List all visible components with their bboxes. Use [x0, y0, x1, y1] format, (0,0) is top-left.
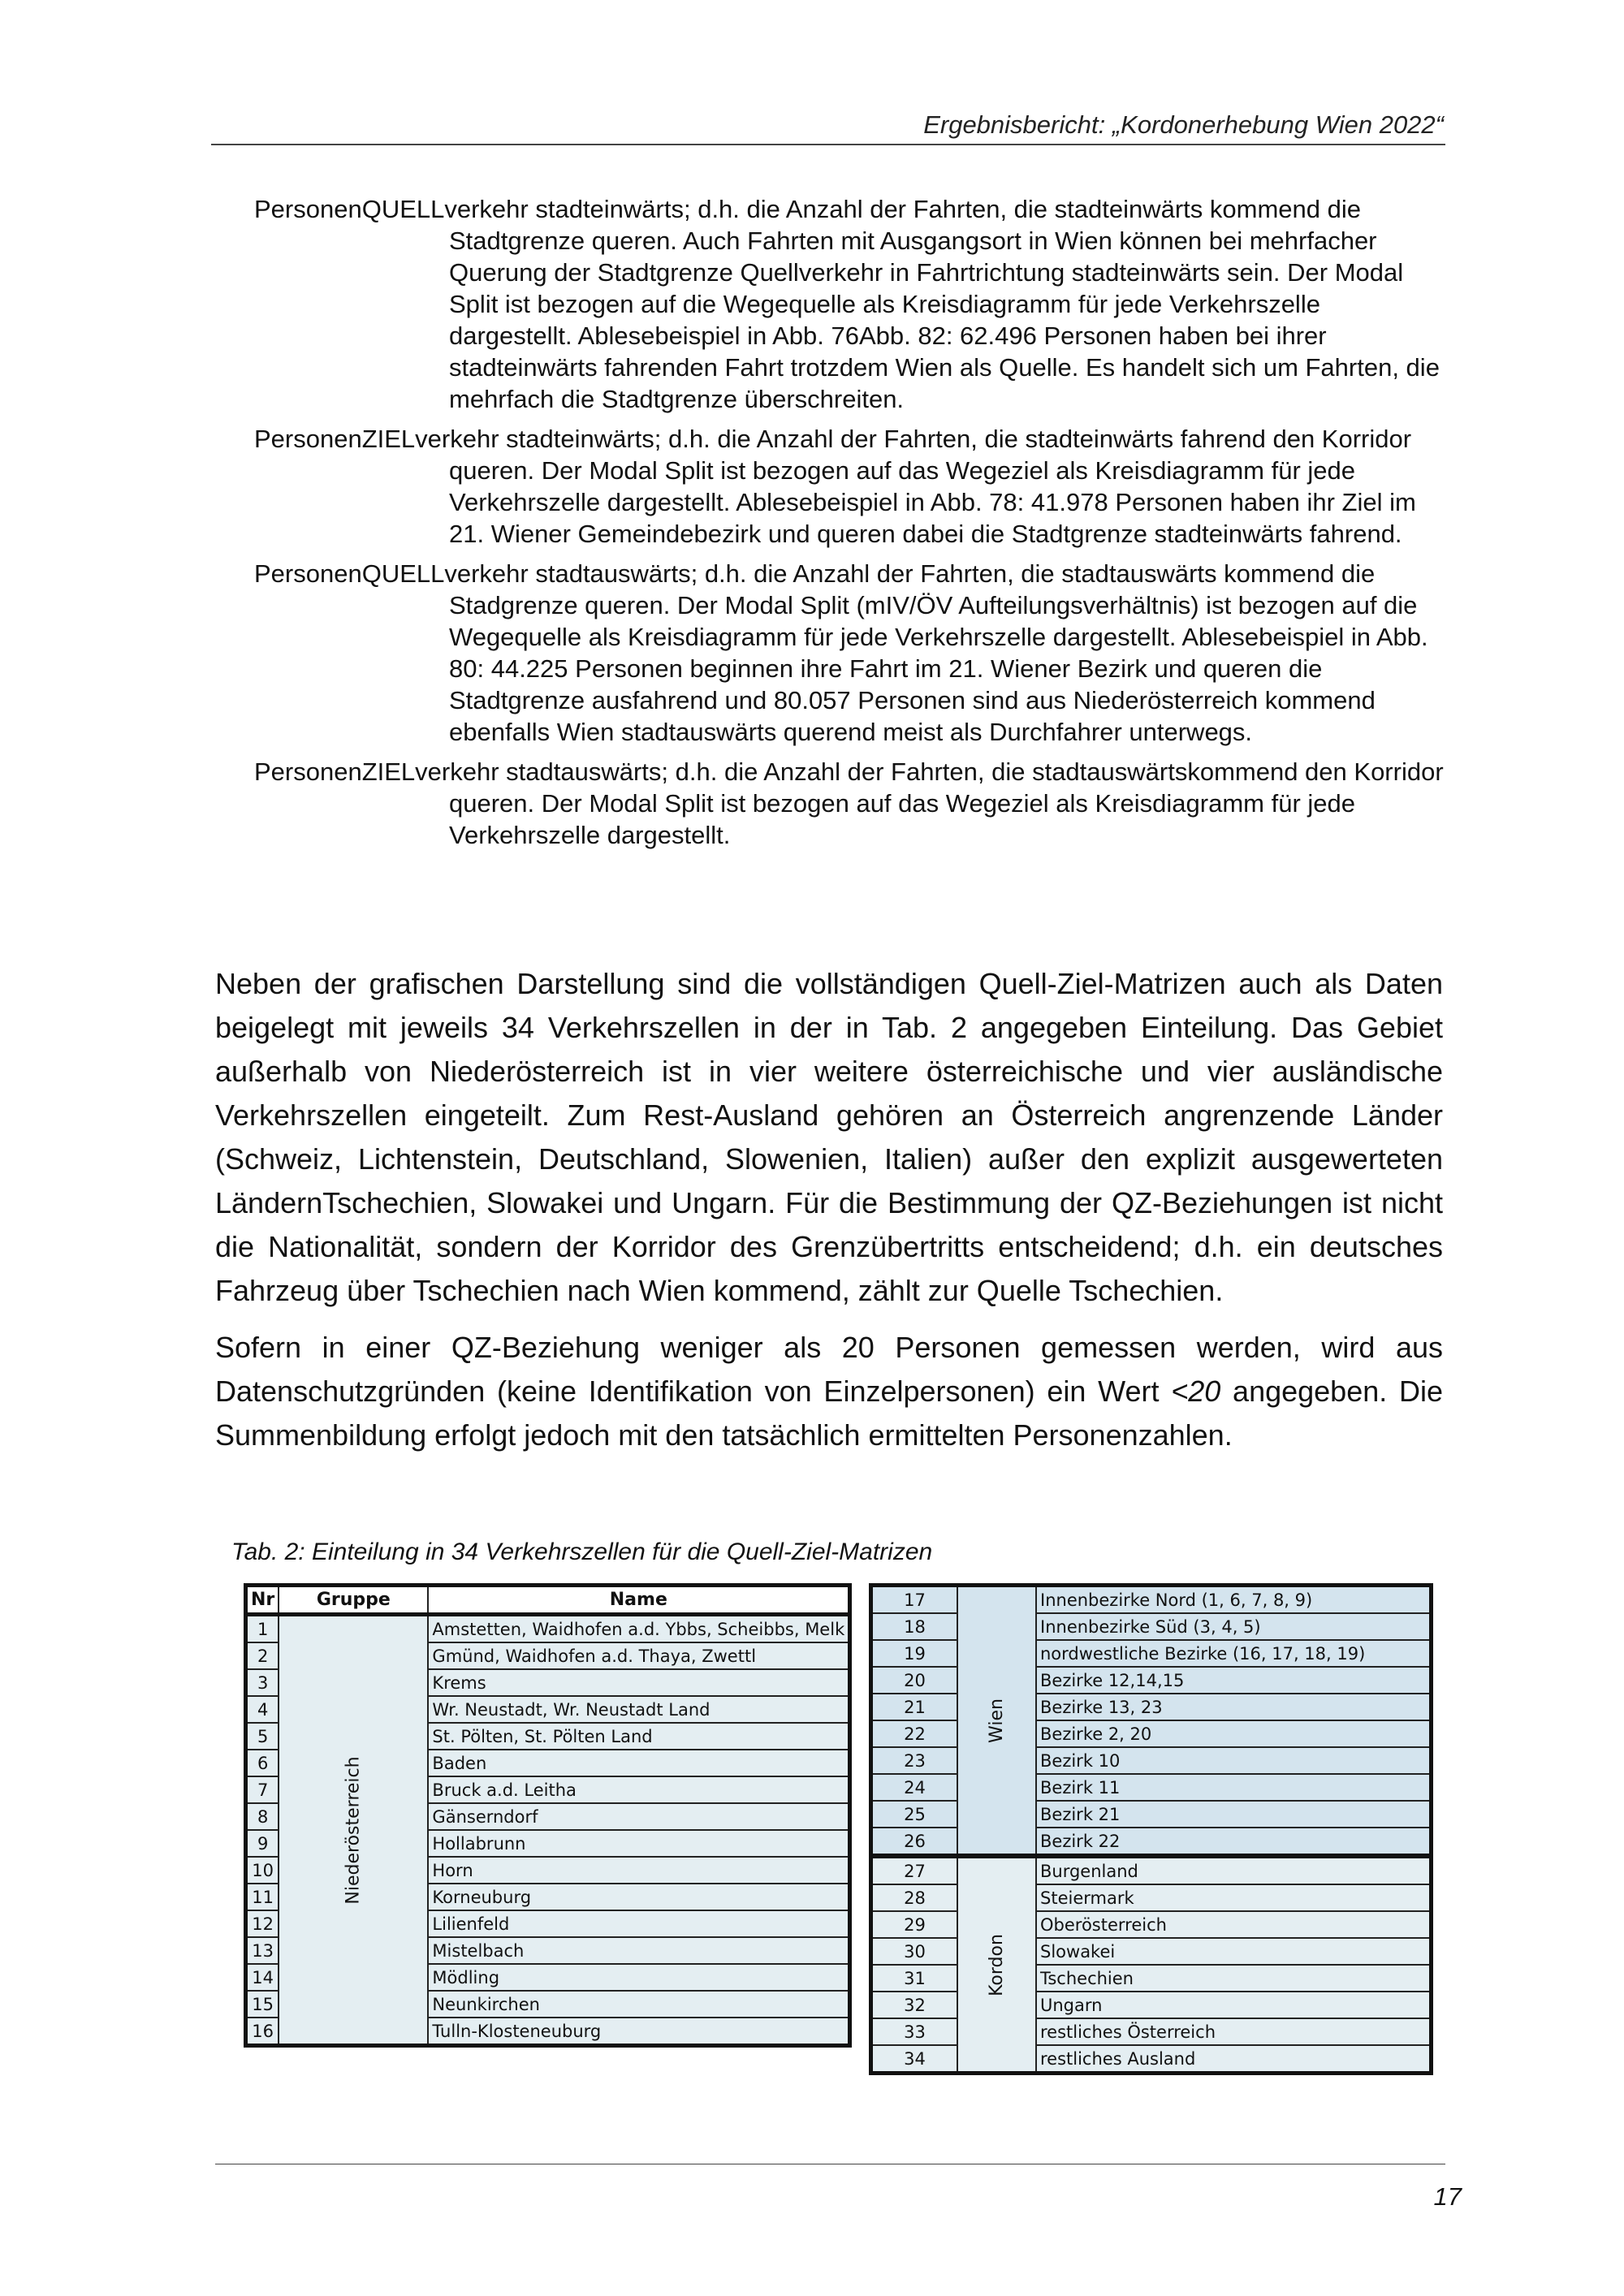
zone-number: 20: [871, 1667, 958, 1694]
table-row: [871, 1992, 1432, 2018]
zone-number: 17: [871, 1586, 958, 1614]
zone-name: Horn: [428, 1857, 849, 1884]
zone-name: Krems: [428, 1669, 849, 1696]
table-row: [871, 1801, 1432, 1828]
table-caption: Tab. 2: Einteilung in 34 Verkehrszellen für die Quell-Ziel-Matrizen: [231, 1539, 933, 1565]
zone-number: 16: [246, 2018, 279, 2046]
zone-name: Bruck a.d. Leitha: [428, 1776, 849, 1803]
zone-name: Bezirke 13, 23: [1036, 1694, 1432, 1720]
definition-ziel-stadteinwaerts: PersonenZIELverkehr stadteinwärts; d.h. die Anzahl der Fahrten, die stadteinwärts fahrend den Korridor queren. Der Modal Split ist bezogen auf das Wegeziel als Kreisdiagramm für jede Verkehrszelle dargestellt. Ablesebeispiel in Abb. 78: 41.978 Personen haben ihr Ziel im 21. Wiener Gemeindebezirk und queren dabei die Stadtgrenze stadteinwärts fahrend.: [254, 425, 1416, 548]
zone-number: 10: [246, 1857, 279, 1884]
zone-name: Slowakei: [1036, 1938, 1432, 1965]
zone-number: 22: [871, 1720, 958, 1747]
zone-number: 15: [246, 1991, 279, 2018]
paragraph-datenschutz: [215, 1326, 1443, 1457]
header-gruppe: Gruppe: [279, 1586, 428, 1615]
paragraph-part: Sofern in einer QZ-Beziehung weniger als 20 Personen gemessen werden, wird aus Datenschutzgründen (keine Identifikation von Einzelpersonen) ein Wert: [215, 1331, 1443, 1408]
zone-number: 2: [246, 1642, 279, 1669]
group-cell: [957, 1586, 1036, 1857]
zone-name: Burgenland: [1036, 1856, 1432, 1884]
zone-name: Bezirk 10: [1036, 1747, 1432, 1774]
zone-name: Lilienfeld: [428, 1910, 849, 1937]
group-label: Niederösterreich: [343, 1755, 364, 1905]
zone-number: 4: [246, 1696, 279, 1723]
zone-name: Wr. Neustadt, Wr. Neustadt Land: [428, 1696, 849, 1723]
zone-number: 12: [246, 1910, 279, 1937]
zone-number: 13: [246, 1937, 279, 1964]
paragraph-matrices: Neben der grafischen Darstellung sind die vollständigen Quell-Ziel-Matrizen auch als Daten beigelegt mit jeweils 34 Verkehrszellen in der in Tab. 2 angegeben Einteilung. Das Gebiet außerhalb von Niederösterreich ist in vier weitere österreichische und vier ausländische Verkehrszellen eingeteilt. Zum Rest-Ausland gehören an Österreich angrenzende Länder (Schweiz, Lichtenstein, Deutschland, Slowenien, Italien) außer den explizit ausgewerteten LändernTschechien, Slowakei und Ungarn. Für die Bestimmung der QZ-Beziehungen ist nicht die Nationalität, sondern der Korridor des Grenzübertritts entscheidend; d.h. ein deutsches Fahrzeug über Tschechien nach Wien kommend, zählt zur Quelle Tschechien.: [215, 967, 1443, 1307]
zone-number: 29: [871, 1911, 958, 1938]
zone-name: Amstetten, Waidhofen a.d. Ybbs, Scheibbs, Melk: [428, 1615, 849, 1643]
table-row: [871, 1965, 1432, 1992]
zone-name: Innenbezirke Süd (3, 4, 5): [1036, 1613, 1432, 1640]
zone-name: Mistelbach: [428, 1937, 849, 1964]
zone-name: Oberösterreich: [1036, 1911, 1432, 1938]
zone-name: Korneuburg: [428, 1884, 849, 1910]
zone-number: 32: [871, 1992, 958, 2018]
zone-number: 28: [871, 1884, 958, 1911]
group-cell: [957, 1856, 1036, 2074]
zone-name: restliches Ausland: [1036, 2045, 1432, 2074]
body-text: [215, 962, 1443, 1470]
zone-number: 3: [246, 1669, 279, 1696]
zone-number: 1: [246, 1615, 279, 1643]
zone-name: nordwestliche Bezirke (16, 17, 18, 19): [1036, 1640, 1432, 1667]
header-name: Name: [428, 1586, 849, 1615]
table-row: [871, 1747, 1432, 1774]
zones-table-right: [869, 1583, 1433, 2075]
zone-name: Bezirk 22: [1036, 1828, 1432, 1856]
zone-name: Tulln-Klosteneuburg: [428, 2018, 849, 2046]
group-label: Wien: [987, 1698, 1007, 1743]
table-row: [246, 1615, 850, 1643]
table-row: [871, 1640, 1432, 1667]
table-row: [871, 1856, 1432, 1884]
header-rule: [211, 144, 1445, 145]
definition-quell-stadteinwaerts: PersonenQUELLverkehr stadteinwärts; d.h. die Anzahl der Fahrten, die stadteinwärts kommend die Stadtgrenze queren. Auch Fahrten mit Ausgangsort in Wien können bei mehrfacher Querung der Stadtgrenze Quellverkehr in Fahrtrichtung stadteinwärts sein. Der Modal Split ist bezogen auf die Wegequelle als Kreisdiagramm für jede Verkehrszelle dargestellt. Ablesebeispiel in Abb. 76Abb. 82: 62.496 Personen haben bei ihrer stadteinwärts fahrenden Fahrt trotzdem Wien als Quelle. Es handelt sich um Fahrten, die mehrfach die Stadtgrenze überschreiten.: [254, 195, 1440, 413]
zone-name: Bezirke 2, 20: [1036, 1720, 1432, 1747]
zone-name: Mödling: [428, 1964, 849, 1991]
group-label: Kordon: [986, 1933, 1007, 1996]
zone-number: 21: [871, 1694, 958, 1720]
zone-number: 14: [246, 1964, 279, 1991]
zone-name: Baden: [428, 1750, 849, 1776]
table-row: [871, 2018, 1432, 2045]
table-row: [871, 1774, 1432, 1801]
page-number: 17: [1433, 2182, 1462, 2211]
zone-number: 27: [871, 1856, 958, 1884]
zone-number: 8: [246, 1803, 279, 1830]
zone-name: Bezirk 21: [1036, 1801, 1432, 1828]
zone-name: Innenbezirke Nord (1, 6, 7, 8, 9): [1036, 1586, 1432, 1614]
table-row: [871, 1720, 1432, 1747]
zone-number: 34: [871, 2045, 958, 2074]
zone-number: 18: [871, 1613, 958, 1640]
zone-number: 19: [871, 1640, 958, 1667]
zone-name: Ungarn: [1036, 1992, 1432, 2018]
table-row: [871, 1828, 1432, 1856]
header-nr: Nr: [246, 1586, 279, 1615]
zone-number: 11: [246, 1884, 279, 1910]
definition-list: [254, 193, 1448, 859]
definition-ziel-stadtauswaerts: PersonenZIELverkehr stadtauswärts; d.h. die Anzahl der Fahrten, die stadtauswärtskommend den Korridor queren. Der Modal Split ist bezogen auf das Wegeziel als Kreisdiagramm für jede Verkehrszelle dargestellt.: [254, 757, 1444, 849]
zone-name: St. Pölten, St. Pölten Land: [428, 1723, 849, 1750]
zone-number: 7: [246, 1776, 279, 1803]
definition-quell-stadtauswaerts: PersonenQUELLverkehr stadtauswärts; d.h. die Anzahl der Fahrten, die stadtauswärts kommend die Stadgrenze queren. Der Modal Split (mIV/ÖV Aufteilungsverhältnis) ist bezogen auf die Wegequelle als Kreisdiagramm für jede Verkehrszelle dargestellt. Ablesebeispiel in Abb. 80: 44.225 Personen beginnen ihre Fahrt im 21. Wiener Bezirk und queren die Stadtgrenze ausfahrend und 80.057 Personen sind aus Niederösterreich kommend ebenfalls Wien stadtauswärts querend meist als Durchfahrer unterwegs.: [254, 559, 1428, 746]
zone-name: Gänserndorf: [428, 1803, 849, 1830]
group-cell: [279, 1615, 428, 2046]
zone-number: 30: [871, 1938, 958, 1965]
zone-name: Tschechien: [1036, 1965, 1432, 1992]
running-header: Ergebnisbericht: „Kordonerhebung Wien 2022“: [923, 110, 1444, 139]
zone-name: Bezirk 11: [1036, 1774, 1432, 1801]
table-row: [871, 1613, 1432, 1640]
zone-number: 24: [871, 1774, 958, 1801]
zone-number: 25: [871, 1801, 958, 1828]
zone-name: Neunkirchen: [428, 1991, 849, 2018]
table-header-row: [246, 1586, 850, 1615]
zone-number: 23: [871, 1747, 958, 1774]
table-row: [871, 1938, 1432, 1965]
zone-number: 26: [871, 1828, 958, 1856]
table-row: [871, 1911, 1432, 1938]
zone-name: restliches Österreich: [1036, 2018, 1432, 2045]
zone-name: Steiermark: [1036, 1884, 1432, 1911]
threshold-value: <20: [1171, 1375, 1221, 1408]
zone-name: Bezirke 12,14,15: [1036, 1667, 1432, 1694]
zone-number: 33: [871, 2018, 958, 2045]
zone-number: 6: [246, 1750, 279, 1776]
zone-name: Gmünd, Waidhofen a.d. Thaya, Zwettl: [428, 1642, 849, 1669]
zone-number: 9: [246, 1830, 279, 1857]
zone-name: Hollabrunn: [428, 1830, 849, 1857]
zone-number: 5: [246, 1723, 279, 1750]
zone-number: 31: [871, 1965, 958, 1992]
paragraph-part: angegeben. Die Summenbildung erfolgt jedoch mit den tatsächlich ermittelten Personenzahlen.: [215, 1375, 1443, 1452]
table-row: [871, 1694, 1432, 1720]
table-row: [871, 1884, 1432, 1911]
zones-table-left: [244, 1583, 852, 2048]
table-row: [871, 2045, 1432, 2074]
table-row: [871, 1667, 1432, 1694]
table-row: [871, 1586, 1432, 1614]
